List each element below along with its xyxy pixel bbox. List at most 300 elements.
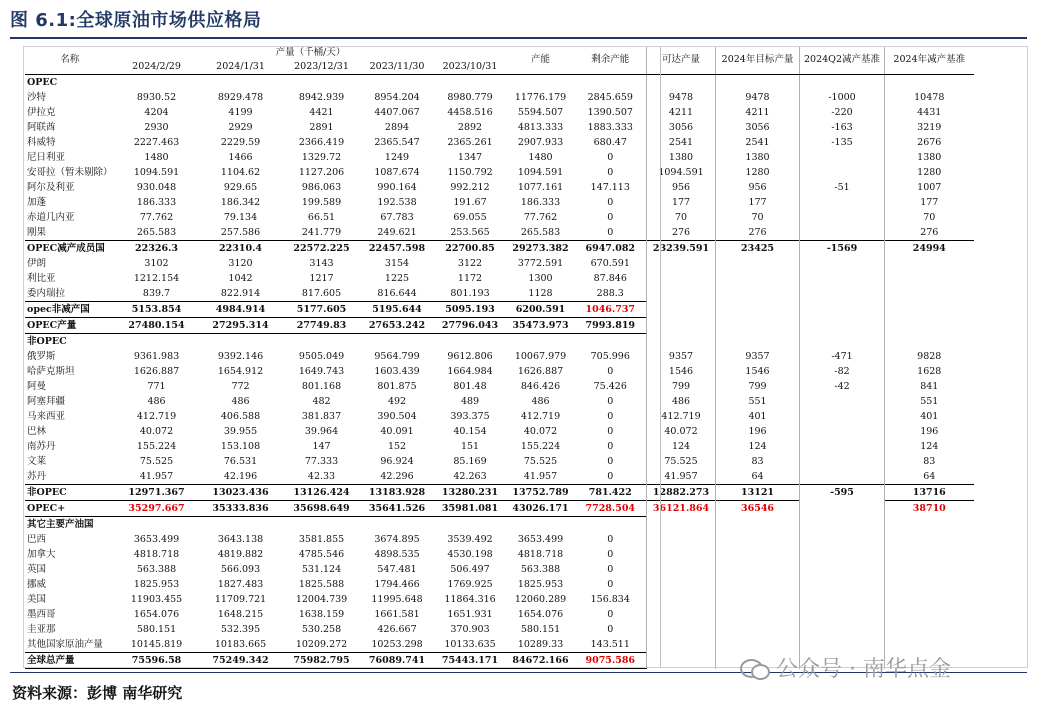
cell [199,334,283,350]
cell: 77.762 [523,211,558,223]
cell [885,318,974,334]
cell: 35333.836 [199,501,283,517]
cell: 929.65 [223,181,258,193]
cell: 41.957 [139,470,174,482]
row-label: 哈萨克斯坦 [27,365,75,377]
cell: 35297.667 [115,501,199,517]
cell: 1883.333 [587,121,633,133]
header-date: 2023/11/30 [361,60,434,75]
cell [885,607,974,622]
cell [800,517,885,533]
cell [716,256,800,271]
table-row [25,454,974,469]
cell [647,577,716,592]
cell: 8954.204 [374,91,420,103]
cell: 152 [387,440,407,452]
header-production: 产量（千桶/天） [275,47,346,58]
cell [800,622,885,637]
cell [800,577,885,592]
cell [716,562,800,577]
cell: 1603.439 [374,365,420,377]
cell [716,577,800,592]
row-label: 文莱 [27,455,47,467]
cell: 412.719 [136,410,177,422]
row-label: 沙特 [27,91,47,103]
table-row [25,424,974,439]
cell: 0 [607,440,614,452]
table-row [25,135,974,150]
table-row [25,592,974,607]
cell: 2541 [647,135,716,150]
cell: 11903.455 [130,593,183,605]
cell: 22457.598 [361,241,434,257]
cell: 186.333 [520,196,561,208]
cell: 4819.882 [217,548,264,560]
cell: 1480 [528,151,553,163]
table-row [25,105,974,120]
cell [800,210,885,225]
cell: 27749.83 [283,318,361,334]
cell: 35981.081 [434,501,507,517]
cell: 0 [607,578,614,590]
cell: 1249 [384,151,410,163]
cell: 4530.198 [447,548,493,560]
row-label: 阿尔及利亚 [27,181,75,193]
cell: 566.093 [220,563,261,575]
cell: 12004.739 [295,593,348,605]
cell: 12060.289 [514,593,567,605]
cell: 1329.72 [301,151,342,163]
cell [716,517,800,533]
cell [800,225,885,241]
watermark-text: 公众号 · 南华点金 [776,657,951,682]
cell: 551 [716,394,800,409]
cell: 2930 [144,121,169,133]
cell: 3102 [144,257,169,269]
cell: 253.565 [450,226,490,238]
cell: -42 [800,379,885,394]
table-row [25,364,974,379]
cell [716,532,800,547]
cell: 1654.912 [217,365,264,377]
cell: 9357 [647,349,716,364]
cell [283,517,361,533]
cell: 817.605 [301,287,342,299]
cell [361,517,434,533]
cell: 1654.076 [133,608,180,620]
cell: 1087.674 [374,166,420,178]
cell: 4458.516 [447,106,493,118]
cell [885,592,974,607]
cell: 10145.819 [130,638,183,650]
cell: 4818.718 [133,548,180,560]
table-row [25,90,974,105]
cell: 276 [885,225,974,241]
cell: 801.875 [377,380,417,392]
cell: 40.154 [453,425,487,437]
row-label: 安哥拉（暂未剔除） [27,166,113,178]
cell: 39.964 [304,425,339,437]
cell: 70 [647,210,716,225]
table-row [25,485,974,501]
cell [199,75,283,91]
cell: 9828 [885,349,974,364]
cell: 22572.225 [283,241,361,257]
table-row [25,286,974,302]
cell [507,75,575,91]
cell: 990.164 [377,181,417,193]
cell: 1077.161 [517,181,564,193]
row-label: 伊朗 [27,257,47,269]
row-label: 挪威 [27,578,47,590]
cell: 2891 [309,121,334,133]
cell: 2845.659 [587,91,633,103]
cell: 3674.895 [374,533,420,545]
cell: 13183.928 [361,485,434,501]
table-row [25,409,974,424]
cell [716,302,800,318]
cell: 1094.591 [517,166,564,178]
cell: 4407.067 [374,106,420,118]
cell: 147 [312,440,331,452]
cell [115,75,199,91]
cell: 27653.242 [361,318,434,334]
cell: 10478 [885,90,974,105]
cell: 3154 [384,257,410,269]
table-row [25,637,974,653]
cell [716,607,800,622]
cell: 426.667 [377,623,417,635]
cell: 4199 [228,106,253,118]
cell: 1380 [716,150,800,165]
cell: 22700.85 [434,241,507,257]
cell: 846.426 [520,380,561,392]
cell: 3653.499 [517,533,564,545]
cell [716,592,800,607]
cell: 4431 [885,105,974,120]
cell [283,75,361,91]
cell: 177 [885,195,974,210]
cell: -471 [800,349,885,364]
cell: 192.538 [377,196,417,208]
cell: 492 [387,395,407,407]
table-row [25,562,974,577]
cell [361,75,434,91]
cell: 3056 [716,120,800,135]
cell: 1648.215 [217,608,264,620]
header-achievable: 可达产量 [647,46,716,75]
cell: 0 [607,166,614,178]
table-row [25,150,974,165]
cell: 241.779 [301,226,342,238]
cell: 79.134 [223,211,258,223]
cell: 35698.649 [283,501,361,517]
row-label: OPEC+ [25,501,115,517]
cell: 801.168 [301,380,342,392]
cell: 1127.206 [298,166,345,178]
cell [716,622,800,637]
cell: 1042 [228,272,253,284]
cell [647,256,716,271]
cell [800,592,885,607]
cell [885,577,974,592]
cell: 196 [716,424,800,439]
cell: 124 [716,439,800,454]
cell: 5177.605 [283,302,361,318]
cell: 0 [607,211,614,223]
cell: 3539.492 [447,533,493,545]
cell [885,622,974,637]
cell: 530.258 [301,623,342,635]
cell: 0 [607,395,614,407]
table-row [25,195,974,210]
cell [885,286,974,302]
cell: 482 [312,395,331,407]
cell: 1225 [384,272,410,284]
cell: 87.846 [593,272,627,284]
cell: 40.091 [380,425,414,437]
row-label: 巴西 [27,533,47,545]
cell: 84672.166 [507,653,575,669]
cell [800,637,885,653]
cell: 771 [147,380,166,392]
cell [575,75,647,91]
table-row [25,180,974,195]
cell: 77.333 [304,455,339,467]
cell: 13716 [885,485,974,501]
cell: 8942.939 [298,91,345,103]
table-row [25,577,974,592]
cell: 489 [460,395,480,407]
cell: 1626.887 [133,365,180,377]
row-label: 非OPEC [25,485,115,501]
cell: 40.072 [647,424,716,439]
cell: -1000 [800,90,885,105]
cell [800,334,885,350]
cell [800,150,885,165]
cell: 956 [647,180,716,195]
table-row [25,607,974,622]
cell [885,256,974,271]
cell: 6200.591 [507,302,575,318]
cell [800,547,885,562]
cell: 36546 [716,501,800,517]
cell: 43026.171 [507,501,575,517]
cell: 4818.718 [517,548,564,560]
table-row [25,349,974,364]
cell: 77.762 [139,211,174,223]
cell [800,607,885,622]
table-row [25,302,974,318]
cell [885,532,974,547]
cell: 27295.314 [199,318,283,334]
cell: 390.504 [377,410,417,422]
cell: 1172 [457,272,483,284]
cell: 486 [147,395,166,407]
row-label: 赤道几内亚 [27,211,75,223]
cell: 42.33 [307,470,336,482]
cell: 69.055 [453,211,487,223]
cell [800,439,885,454]
cell: 75596.58 [115,653,199,669]
cell: 5195.644 [361,302,434,318]
title-rule [10,37,1027,39]
cell: 0 [607,470,614,482]
cell: 23425 [716,241,800,257]
cell: 75249.342 [199,653,283,669]
table-row [25,165,974,180]
cell: 12882.273 [647,485,716,501]
table-row [25,439,974,454]
cell: 75.525 [523,455,558,467]
table-row [25,241,974,257]
cell: 24994 [885,241,974,257]
cell: 956 [716,180,800,195]
section-row [25,334,974,350]
header-target-2024: 2024年目标产量 [716,46,800,75]
row-label: 阿曼 [27,380,47,392]
cell: 1128 [528,287,553,299]
cell: 3143 [309,257,334,269]
cell: 3219 [885,120,974,135]
cell: 8980.779 [447,91,493,103]
watermark [740,652,951,683]
cell [647,302,716,318]
cell [647,286,716,302]
cell: 64 [716,469,800,485]
cell: 0 [607,623,614,635]
cell: 1046.737 [575,302,647,318]
row-label: 巴林 [27,425,47,437]
cell [647,547,716,562]
cell: 799 [716,379,800,394]
table-row [25,318,974,334]
cell [575,517,647,533]
cell: 75.525 [139,455,174,467]
cell [800,75,885,91]
cell: 1661.581 [374,608,420,620]
cell: 1664.984 [447,365,493,377]
cell: 547.481 [377,563,417,575]
cell: 4211 [647,105,716,120]
cell: 41.957 [523,470,558,482]
cell: 1280 [885,165,974,180]
row-label: 非OPEC [25,334,115,350]
row-label: 墨西哥 [27,608,56,620]
cell: 2366.419 [298,136,345,148]
row-label: 加蓬 [27,196,47,208]
row-label: 加拿大 [27,548,56,560]
cell: 83 [716,454,800,469]
cell [800,256,885,271]
cell: 10209.272 [295,638,348,650]
cell: 75.525 [647,454,716,469]
row-label: 科威特 [27,136,56,148]
cell: 13121 [716,485,800,501]
cell: 1300 [528,272,553,284]
cell: -595 [800,485,885,501]
cell [647,517,716,533]
cell: 10183.665 [214,638,267,650]
cell: 705.996 [590,350,630,362]
cell: 4211 [716,105,800,120]
cell: 191.67 [453,196,487,208]
cell: 1150.792 [447,166,493,178]
cell [199,517,283,533]
row-label: opec非减产国 [25,302,115,318]
cell: 27796.043 [434,318,507,334]
cell: 155.224 [520,440,561,452]
figure-title: 图 6.1:全球原油市场供应格局 [10,10,262,31]
cell: 1638.159 [298,608,345,620]
cell: 531.124 [301,563,342,575]
cell: 6947.082 [575,241,647,257]
cell: 1794.466 [374,578,420,590]
cell: 412.719 [520,410,561,422]
cell [507,517,575,533]
cell [716,75,800,91]
cell: 2676 [885,135,974,150]
cell: 9612.806 [447,350,493,362]
cell [283,334,361,350]
cell: 75443.171 [434,653,507,669]
cell: -82 [800,364,885,379]
cell: 986.063 [301,181,342,193]
cell: 11709.721 [214,593,267,605]
header-spare: 剩余产能 [575,46,647,75]
cell: 1104.62 [220,166,261,178]
cell: 85.169 [453,455,487,467]
cell: 40.072 [139,425,174,437]
table-row [25,501,974,517]
cell: 153.108 [220,440,261,452]
cell: -135 [800,135,885,150]
cell: 3122 [457,257,483,269]
cell: 288.3 [596,287,624,299]
cell: 22326.3 [115,241,199,257]
cell: 1651.931 [447,608,493,620]
header-capacity: 产能 [507,46,575,75]
row-label: 南苏丹 [27,440,56,452]
cell [800,424,885,439]
row-label: 其他国家原油产量 [27,638,104,650]
cell: 1094.591 [647,165,716,180]
cell: 13126.424 [283,485,361,501]
cell: 11776.179 [514,91,567,103]
cell: 5153.854 [115,302,199,318]
cell: 9392.146 [217,350,264,362]
cell: 22310.4 [199,241,283,257]
cell: -51 [800,180,885,195]
cell: 0 [607,410,614,422]
cell: 36121.864 [647,501,716,517]
cell: 401 [885,409,974,424]
cell: 13023.436 [199,485,283,501]
cell [647,653,716,669]
cell [885,562,974,577]
header-date: 2023/12/31 [283,60,361,75]
cell: 8929.478 [217,91,264,103]
cell: 12971.367 [115,485,199,501]
cell: 406.588 [220,410,261,422]
cell [361,334,434,350]
cell: 0 [607,151,614,163]
cell [800,318,885,334]
cell: 40.072 [523,425,558,437]
row-label: OPEC [25,75,115,91]
header-date: 2024/1/31 [199,60,283,75]
table-row [25,469,974,485]
